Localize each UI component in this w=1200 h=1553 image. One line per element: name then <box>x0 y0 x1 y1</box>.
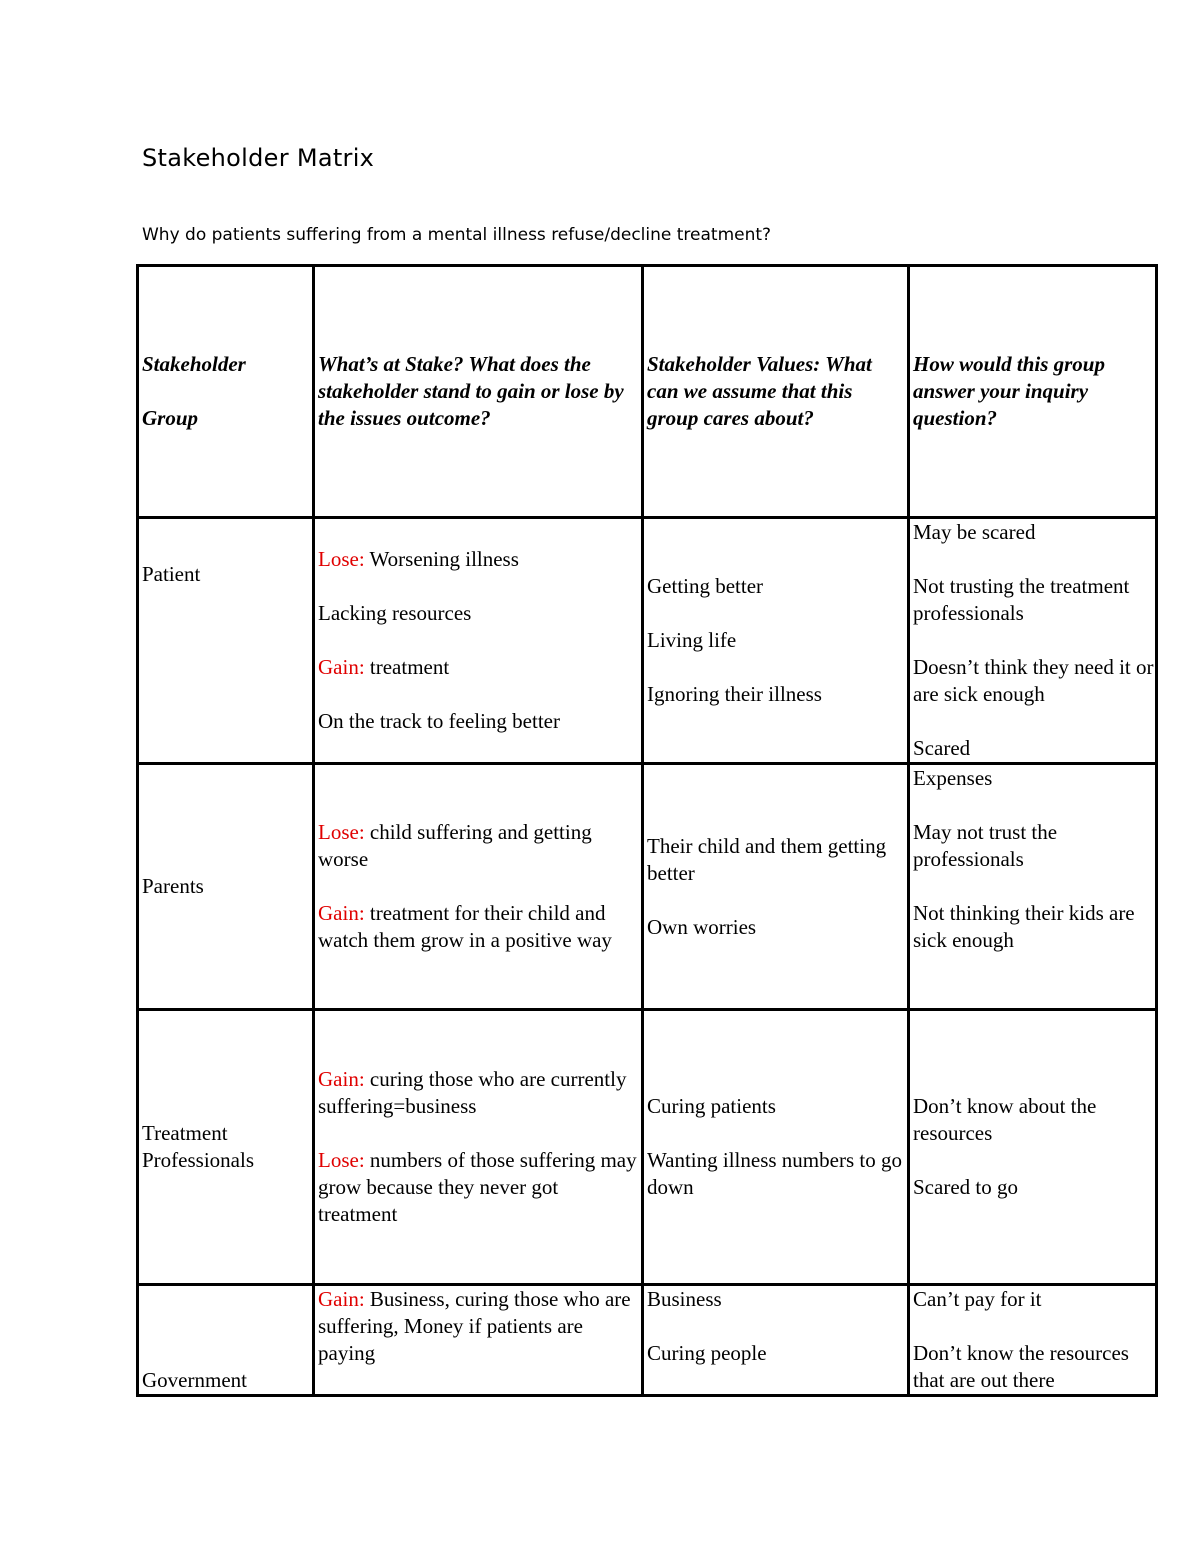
header-stake: What’s at Stake? What does the stakeholder stand to gain or lose by the issues outcome? <box>314 266 643 518</box>
group-label: Government <box>142 1368 247 1392</box>
stake-item: Lose: Worsening illness <box>318 547 519 571</box>
stake-item: Gain: treatment <box>318 655 450 679</box>
answer-item: Don’t know the resources that are out there <box>913 1341 1129 1392</box>
answer-item: Doesn’t think they need it or are sick enough <box>913 655 1154 706</box>
answer-item: Can’t pay for it <box>913 1287 1042 1311</box>
page-title: Stakeholder Matrix <box>142 144 375 172</box>
group-cell <box>138 764 314 1010</box>
answer-item: Not trusting the treatment professionals <box>913 574 1130 625</box>
stake-cell <box>314 1010 643 1285</box>
value-item: Curing patients <box>647 1094 776 1118</box>
header-group <box>138 266 314 518</box>
header-group-line2: Group <box>142 406 199 430</box>
row-treatment-professionals <box>138 1010 1157 1285</box>
value-item: Living life <box>647 628 737 652</box>
group-cell <box>138 1285 314 1396</box>
group-cell <box>138 1010 314 1285</box>
answer-item: Scared <box>913 736 971 760</box>
group-label: Parents <box>142 874 204 898</box>
value-item: Getting better <box>647 574 764 598</box>
header-row <box>138 266 1157 518</box>
value-item: Own worries <box>647 914 757 939</box>
answer-item: Don’t know about the resources <box>913 1094 1097 1145</box>
row-government <box>138 1285 1157 1396</box>
value-item: Their child and them getting better <box>647 833 887 885</box>
stake-item: Lose: child suffering and getting worse <box>318 820 592 871</box>
stake-item: Gain: treatment for their child and watch them grow in a positive way <box>318 901 612 952</box>
stake-item: Gain: Business, curing those who are suffering, Money if patients are paying <box>318 1287 631 1365</box>
value-item: Wanting illness numbers to go down <box>647 1148 902 1199</box>
stake-item: Lose: numbers of those suffering may grow because they never got treatment <box>318 1148 637 1226</box>
stake-cell <box>314 1285 643 1396</box>
stake-item: Gain: curing those who are currently suffering=business <box>318 1067 627 1118</box>
answers-cell <box>909 1285 1157 1396</box>
values-cell <box>643 1285 909 1396</box>
stake-item: On the track to feeling better <box>318 709 560 733</box>
row-parents <box>138 764 1157 1010</box>
values-cell <box>643 518 909 764</box>
answer-item: Expenses <box>913 766 993 790</box>
header-group-line1: Stakeholder <box>142 352 246 376</box>
stakeholder-matrix <box>136 264 1158 1397</box>
group-cell <box>138 518 314 764</box>
group-label: Treatment Professionals <box>142 1121 254 1172</box>
value-item: Ignoring their illness <box>647 682 822 706</box>
answers-cell <box>909 518 1157 764</box>
values-cell <box>643 1010 909 1285</box>
answer-item: Not thinking their kids are sick enough <box>913 901 1135 952</box>
answer-item: Scared to go <box>913 1175 1018 1199</box>
header-values: Stakeholder Values: What can we assume that this group cares about? <box>643 266 909 518</box>
answers-cell <box>909 1010 1157 1285</box>
stake-cell <box>314 518 643 764</box>
header-answer: How would this group answer your inquiry question? <box>909 266 1157 518</box>
values-cell <box>643 764 909 1010</box>
answer-item: May be scared <box>913 520 1036 544</box>
value-item: Curing people <box>647 1341 767 1365</box>
value-item: Business <box>647 1287 722 1311</box>
row-patient <box>138 518 1157 764</box>
answer-item: May not trust the professionals <box>913 820 1058 871</box>
inquiry-question: Why do patients suffering from a mental illness refuse/decline treatment? <box>142 225 772 245</box>
stake-cell <box>314 764 643 1010</box>
group-label: Patient <box>142 562 201 586</box>
stake-item: Lacking resources <box>318 601 472 625</box>
answers-cell <box>909 764 1157 1010</box>
